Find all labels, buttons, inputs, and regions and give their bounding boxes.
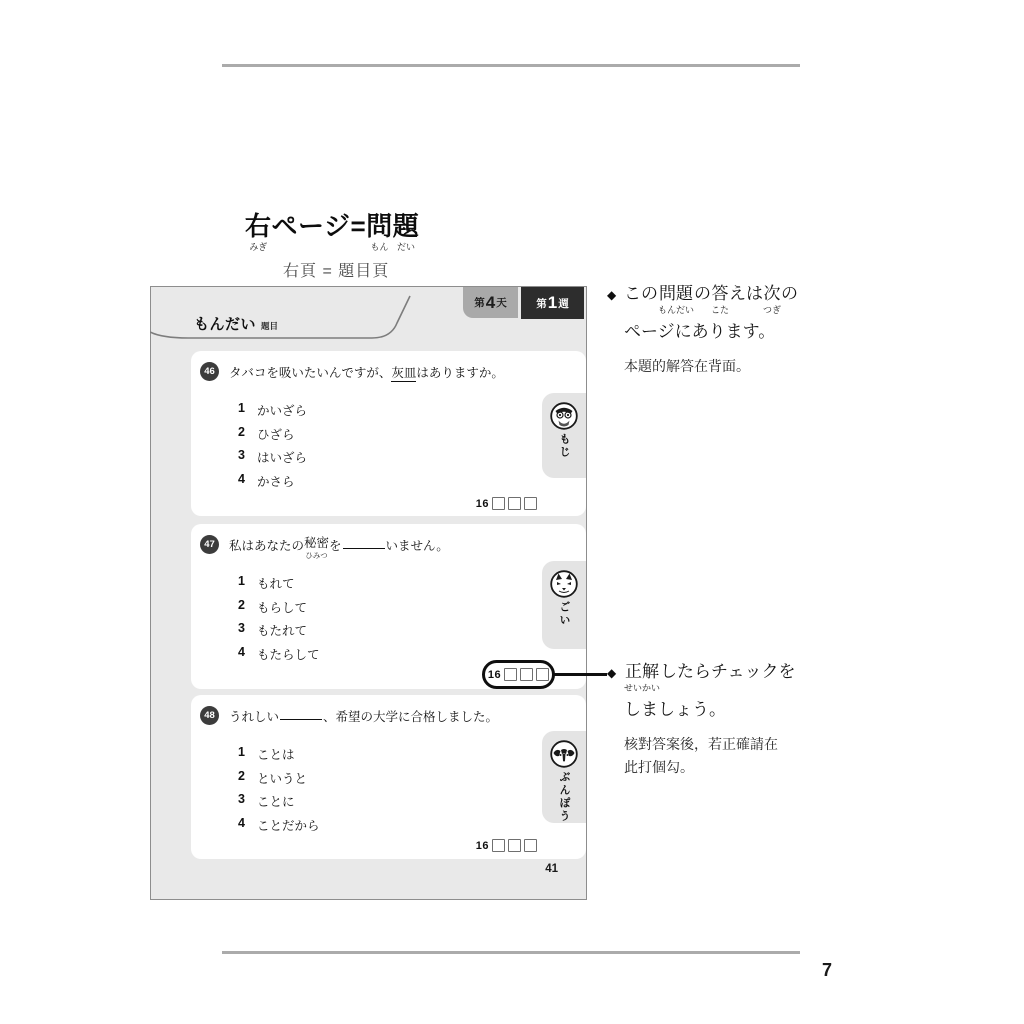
option-number: 3 — [238, 448, 245, 462]
checkbox — [524, 839, 537, 852]
day-badge-suffix: 天 — [496, 297, 507, 309]
book-page-mockup — [150, 286, 587, 900]
checkbox — [524, 497, 537, 510]
option-number: 4 — [238, 815, 245, 830]
annotation-text: したらチェックを — [660, 662, 796, 681]
highlighted-check-row-outline — [482, 660, 555, 689]
annotation-line1 — [624, 284, 847, 315]
mondai-tab — [194, 313, 278, 334]
option-text: というと — [257, 771, 308, 786]
diamond-bullet-icon: ◆ — [607, 288, 617, 302]
checkbox — [508, 497, 521, 510]
category-tab-moji — [542, 393, 586, 478]
question-sentence — [229, 707, 498, 725]
option-number: 3 — [238, 792, 245, 806]
annotation-text: 問題 — [659, 284, 693, 303]
mondai-tab-label: もんだい — [194, 316, 257, 333]
fill-in-blank — [280, 707, 322, 720]
question-card-48 — [191, 695, 586, 859]
week-badge-suffix: 週 — [558, 297, 569, 310]
sentence-part: うれしい — [229, 710, 280, 724]
sentence-part: いません。 — [385, 539, 449, 553]
checkbox — [536, 668, 549, 681]
option-number: 2 — [238, 424, 245, 439]
check-count: 16 — [487, 668, 502, 681]
pointer-arrow-line — [550, 673, 607, 676]
annotation-line1 — [624, 662, 847, 693]
furigana: ひみつ — [305, 550, 328, 560]
option-text: ことに — [257, 795, 295, 809]
option-row — [238, 645, 320, 663]
option-text: かさら — [257, 474, 295, 489]
options-list — [238, 401, 307, 495]
option-row — [238, 574, 320, 592]
option-text: かいざら — [257, 404, 308, 418]
option-row — [238, 769, 320, 787]
question-number-badge: 48 — [200, 706, 219, 725]
fox-mascot-icon — [549, 569, 579, 599]
week-badge-prefix: 第 — [536, 297, 547, 310]
option-text: はいざら — [257, 451, 308, 465]
option-number: 1 — [238, 574, 245, 588]
annotation-chinese-line: 此打個勾。 — [624, 759, 694, 776]
checkbox — [520, 668, 533, 681]
annotation-text: 答 — [711, 284, 729, 303]
option-row — [238, 621, 320, 639]
options-list — [238, 745, 320, 839]
elephant-mascot-icon — [549, 739, 579, 769]
ruby-word — [304, 536, 329, 559]
annotation-furigana: こた — [711, 305, 730, 316]
title-furigana: みぎ — [249, 241, 268, 252]
annotation-furigana: つぎ — [763, 305, 782, 316]
owl-mascot-icon — [549, 401, 579, 431]
week-badge — [521, 287, 584, 319]
checkbox — [504, 668, 517, 681]
annotation-line2: ページにあります。 — [624, 322, 776, 342]
option-text: もらして — [257, 600, 308, 615]
mondai-tab-sublabel: 題目 — [261, 321, 279, 331]
checkbox — [492, 839, 505, 852]
day-badge-prefix: 第 — [474, 297, 485, 309]
checkbox — [508, 839, 521, 852]
category-tab-goi — [542, 561, 586, 649]
category-tab-label: もじ — [558, 433, 570, 459]
annotation-chinese: 本題的解答在背面。 — [624, 358, 750, 375]
day-badge-number: 4 — [485, 292, 496, 312]
ruby-segment — [763, 284, 781, 315]
question-card-46 — [191, 351, 586, 516]
mockup-page-number: 41 — [545, 863, 558, 875]
ruby-segment — [660, 662, 796, 693]
option-text: ことだから — [257, 818, 320, 833]
annotation-text: の — [694, 284, 712, 303]
option-row — [238, 401, 307, 419]
title-segment — [245, 212, 272, 252]
annotation-text: 正解 — [625, 662, 659, 681]
diamond-bullet-icon: ◆ — [607, 666, 617, 680]
question-number-badge: 47 — [200, 535, 219, 554]
title-segment — [393, 212, 420, 252]
top-divider — [222, 64, 800, 67]
title-text: 問 — [366, 211, 393, 241]
ruby-segment — [624, 662, 660, 693]
title-segment — [366, 212, 393, 252]
day-badge — [463, 287, 518, 318]
option-number: 3 — [238, 621, 245, 635]
title-text: 題 — [392, 211, 420, 241]
title-furigana: だい — [396, 241, 415, 252]
underlined-word: 灰皿 — [391, 363, 416, 382]
sentence-part: 秘密 — [304, 536, 330, 550]
annotation-chinese-line: 核對答案後，若正確請在 — [624, 736, 778, 753]
title-text: 右 — [245, 211, 272, 241]
sentence-part: 私はあなたの — [229, 539, 305, 553]
option-number: 2 — [238, 768, 245, 783]
fill-in-blank — [343, 536, 385, 549]
ruby-segment — [624, 284, 658, 315]
annotation-furigana: もんだい — [658, 305, 695, 316]
option-number: 1 — [238, 401, 245, 415]
question-card-47 — [191, 524, 586, 689]
page-title — [245, 212, 419, 252]
checkbox — [492, 497, 505, 510]
annotation-answers-location — [607, 284, 847, 378]
ruby-segment — [658, 284, 694, 315]
week-badge-number: 1 — [547, 293, 558, 312]
sentence-part: を — [329, 539, 342, 553]
option-row — [238, 816, 320, 834]
title-furigana: もん — [370, 241, 389, 252]
option-row — [238, 745, 320, 763]
option-text: もたれて — [257, 624, 308, 638]
option-text: ことは — [257, 748, 295, 762]
ruby-segment — [781, 284, 798, 315]
sentence-part: タバコを吸いたいんですが、 — [229, 366, 392, 380]
annotation-furigana: せいかい — [624, 683, 661, 694]
annotation-line2: しましょう。 — [624, 700, 726, 720]
title-text: ページ= — [271, 211, 367, 241]
check-row — [476, 497, 537, 510]
option-row — [238, 598, 320, 616]
category-tab-bunpou — [542, 731, 586, 823]
check-count: 16 — [475, 497, 489, 510]
annotation-text: えは — [729, 284, 764, 303]
book-page-number: 7 — [822, 960, 833, 980]
title-segment — [272, 212, 367, 252]
page-subtitle: 右頁 = 題目頁 — [283, 263, 390, 280]
option-text: もれて — [257, 577, 295, 591]
question-sentence — [229, 536, 449, 559]
options-list — [238, 574, 320, 668]
ruby-segment — [711, 284, 729, 315]
sentence-part: 、希望の大学に合格しました。 — [323, 710, 499, 724]
annotation-check-instruction — [607, 662, 847, 779]
category-tab-label: ぶんぽう — [558, 771, 570, 823]
sentence-part: はありますか。 — [416, 366, 504, 380]
ruby-segment — [694, 284, 711, 315]
option-text: ひざら — [257, 427, 295, 442]
option-row — [238, 448, 307, 466]
option-number: 2 — [238, 597, 245, 612]
ruby-segment — [729, 284, 763, 315]
annotation-text: この — [624, 284, 658, 303]
annotation-chinese — [624, 733, 847, 779]
option-row — [238, 472, 307, 490]
option-text: もたらして — [257, 647, 320, 662]
question-number-badge: 46 — [200, 362, 219, 381]
option-number: 4 — [238, 644, 245, 659]
check-row — [488, 668, 549, 681]
option-number: 1 — [238, 745, 245, 759]
question-sentence — [229, 363, 504, 382]
check-count: 16 — [475, 839, 489, 852]
option-row — [238, 792, 320, 810]
bottom-divider — [222, 951, 800, 954]
annotation-text: 次 — [763, 284, 781, 303]
option-number: 4 — [238, 471, 245, 486]
category-tab-label: ごい — [558, 601, 570, 627]
option-row — [238, 425, 307, 443]
check-row — [476, 839, 537, 852]
annotation-text: の — [781, 284, 799, 303]
